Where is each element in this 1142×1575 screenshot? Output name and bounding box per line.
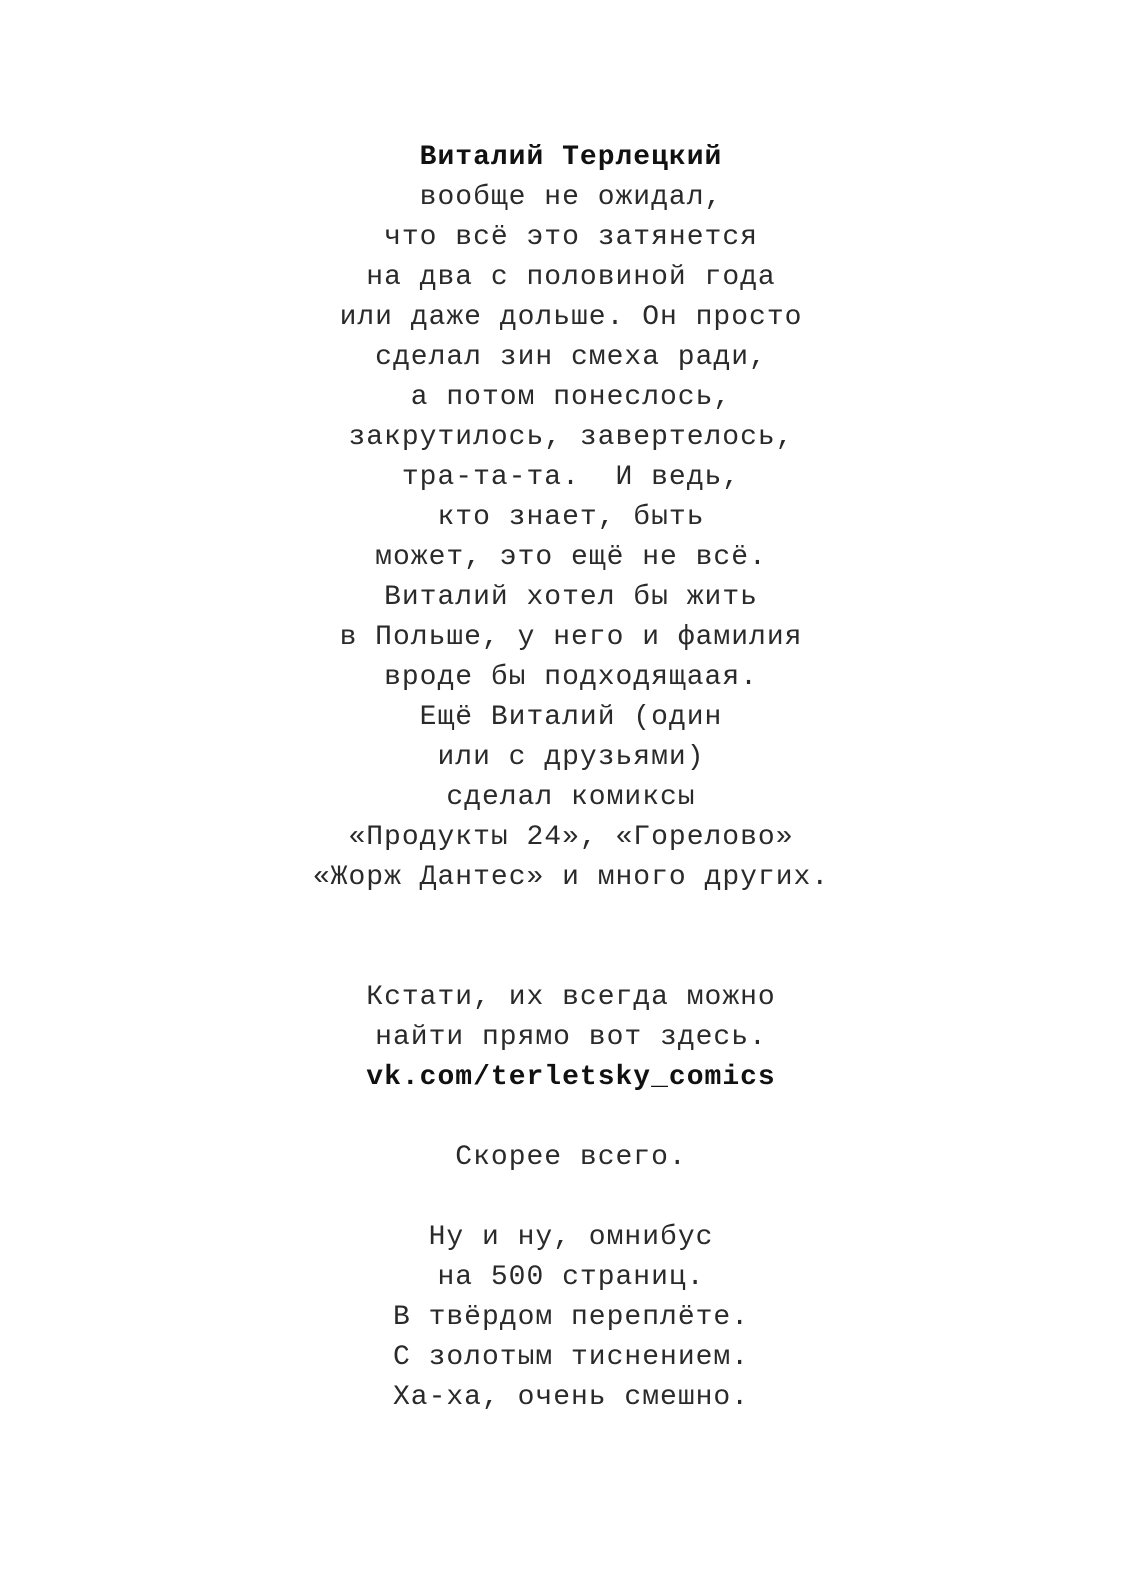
document-page [0,138,1142,1418]
outro-line: на 500 страниц. [437,1262,705,1293]
outro-line: Ха-ха, очень смешно. [392,1382,750,1413]
links-line: найти прямо вот здесь. [375,1022,767,1053]
bio-line: вроде бы подходящаая. [384,662,758,693]
bio-line: Ещё Виталий (один [419,702,723,733]
bio-line: в Польше, у него и фамилия [339,622,803,653]
spacer [0,1178,1142,1218]
bio-line: что всё это затянется [384,222,758,253]
bio-line: или даже дольше. Он просто [339,302,803,333]
bio-line: «Жорж Дантес» и много других. [312,862,830,893]
outro-line: С золотым тиснением. [392,1342,750,1373]
bio-line: а потом понеслось, [410,382,732,413]
maybe-line: Скорее всего. [455,1142,687,1173]
bio-line: или с друзьями) [437,742,705,773]
bio-line: Виталий хотел бы жить [384,582,758,613]
outro-line: В твёрдом переплёте. [392,1302,750,1333]
links-line: Кстати, их всегда можно [366,982,776,1013]
bio-line: закрутилось, завертелось, [348,422,794,453]
spacer [0,898,1142,978]
bio-line: на два с половиной года [366,262,776,293]
vk-link[interactable]: vk.com/terletsky_comics [366,1062,776,1093]
bio-line: вообще не ожидал, [419,182,723,213]
bio-line: может, это ещё не всё. [375,542,767,573]
outro-line: Ну и ну, омнибус [428,1222,714,1253]
bio-line: сделал комиксы [446,782,696,813]
spacer [0,1098,1142,1138]
bio-line: тра-та-та. И ведь, [401,462,741,493]
author-name: Виталий Терлецкий [419,142,723,173]
bio-line: кто знает, быть [437,502,705,533]
bio-line: «Продукты 24», «Горелово» [348,822,794,853]
bio-line: сделал зин смеха ради, [375,342,767,373]
